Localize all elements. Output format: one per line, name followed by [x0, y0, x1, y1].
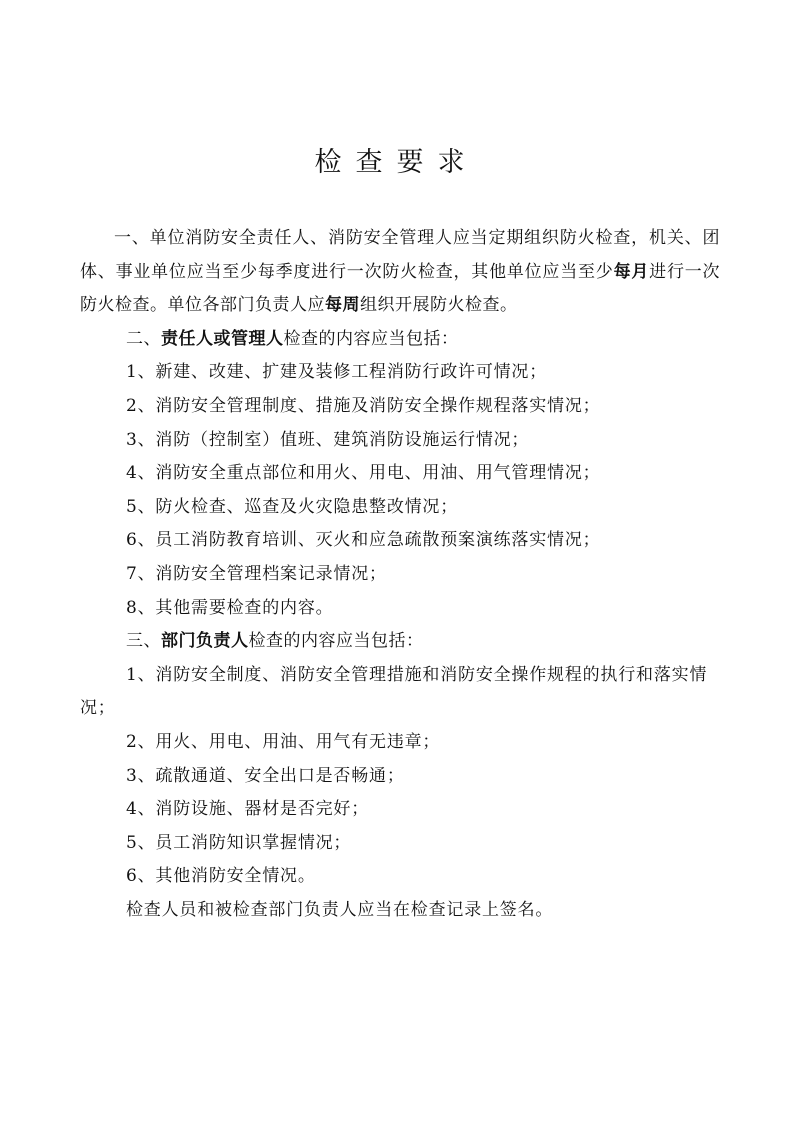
section-3-item: 4、消防设施、器材是否完好； [126, 799, 370, 820]
section-2-item: 6、员工消防教育培训、灭火和应急疏散预案演练落实情况； [126, 530, 601, 551]
section-2-suffix: 检查的内容应当包括： [283, 328, 459, 349]
section-2-heading [80, 323, 720, 357]
section-2-bold: 责任人或管理人 [161, 328, 284, 349]
section-3-item: 5、员工消防知识掌握情况； [126, 832, 352, 853]
document-title: 检查要求 [314, 147, 479, 178]
section-3-item: 1、消防安全制度、消防安全管理措施和消防安全操作规程的执行和落实情况； [80, 664, 708, 719]
section-2-item: 5、防火检查、巡查及火灾隐患整改情况； [126, 496, 459, 517]
intro-text-3: 组织开展防火检查。 [360, 295, 518, 316]
intro-text-2: 进行一次防火检查。单位各部门负责人应 [80, 261, 721, 316]
section-2-item: 2、消防安全管理制度、措施及消防安全操作规程落实情况； [126, 395, 601, 416]
section-3-item: 6、其他消防安全情况。 [126, 866, 316, 887]
section-3-item: 2、用火、用电、用油、用气有无违章； [126, 731, 441, 752]
closing-statement: 检查人员和被检查部门负责人应当在检查记录上签名。 [126, 899, 554, 920]
section-2-item: 3、消防（控制室）值班、建筑消防设施运行情况； [126, 429, 530, 450]
intro-paragraph [80, 222, 720, 323]
section-3-prefix: 三、 [126, 631, 161, 652]
section-2-item: 7、消防安全管理档案记录情况； [126, 563, 387, 584]
section-2-item: 8、其他需要检查的内容。 [126, 597, 334, 618]
section-2-item: 4、消防安全重点部位和用火、用电、用油、用气管理情况； [126, 463, 601, 484]
intro-bold-monthly: 每月 [613, 261, 650, 282]
intro-text-1: 一、单位消防安全责任人、消防安全管理人应当定期组织防火检查，机关、团体、事业单位应当至少每季度进行一次防火检查，其他单位应当至少 [80, 228, 720, 282]
section-3-heading [80, 625, 720, 659]
section-2-prefix: 二、 [126, 328, 161, 349]
section-3-suffix: 检查的内容应当包括： [248, 631, 424, 652]
section-3-item: 3、疏散通道、安全出口是否畅通； [126, 765, 405, 786]
section-3-bold: 部门负责人 [161, 631, 249, 652]
intro-bold-weekly: 每周 [325, 295, 360, 316]
section-2-item: 1、新建、改建、扩建及装修工程消防行政许可情况； [126, 362, 548, 383]
document-body [80, 222, 720, 927]
